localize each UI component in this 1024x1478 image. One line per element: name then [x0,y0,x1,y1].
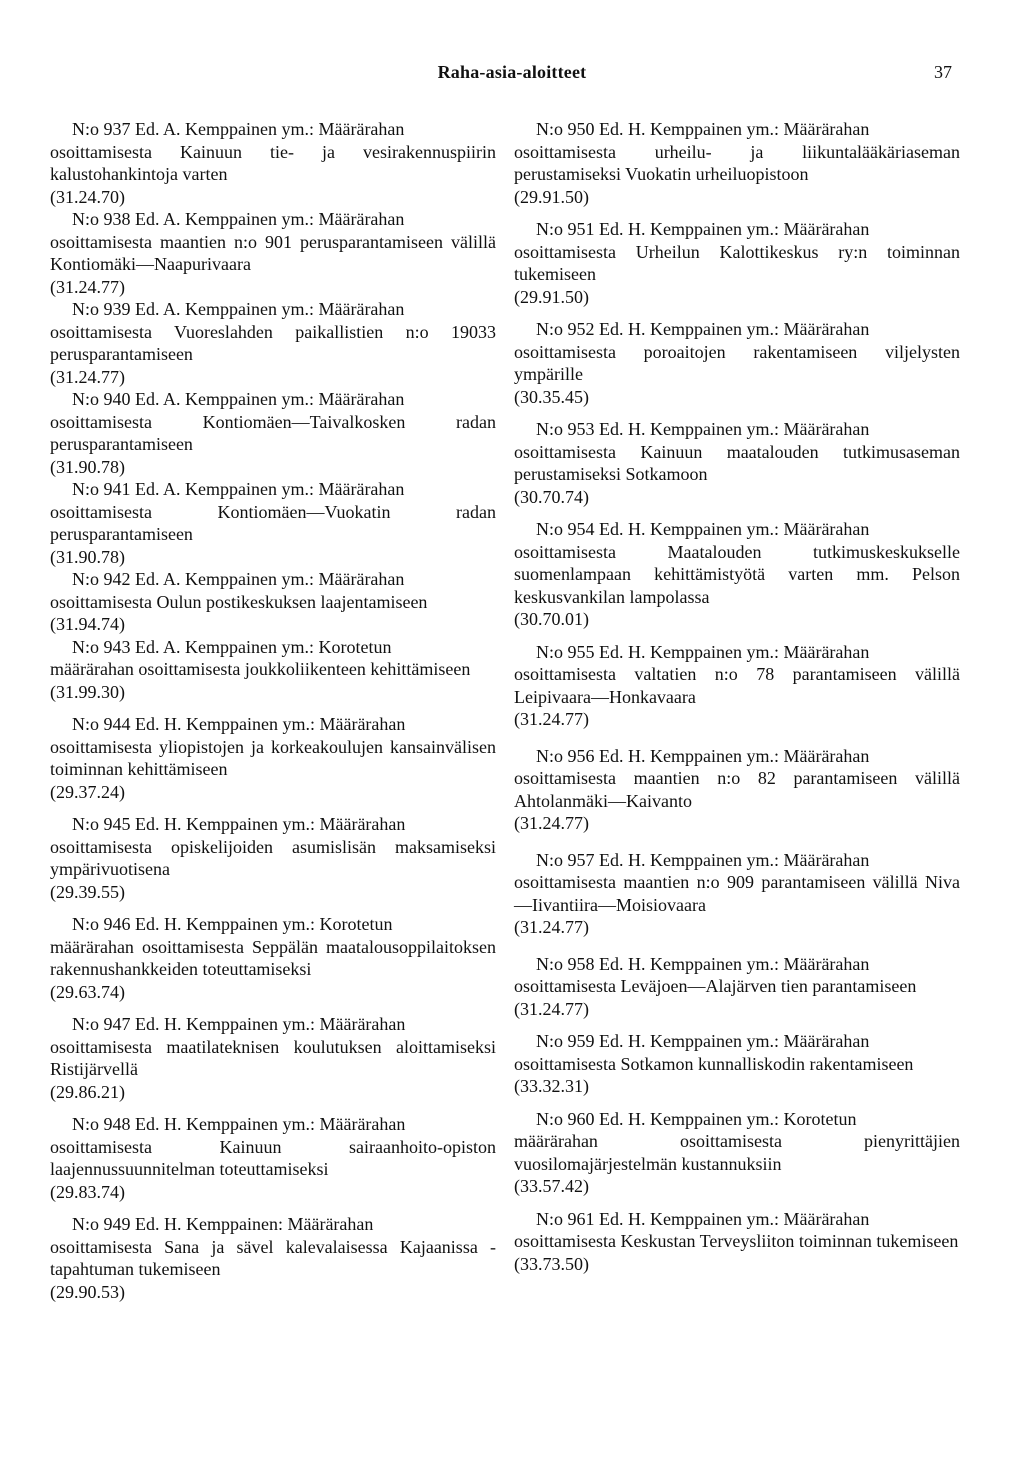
motion-entry [50,813,496,903]
motion-heading: N:o 939 Ed. A. Kemppainen ym.: Määrärahan [72,299,405,319]
budget-code: (30.70.01) [514,609,589,629]
budget-code: (29.83.74) [50,1181,125,1202]
motion-heading: N:o 960 Ed. H. Kemppainen ym.: Korotetun [536,1108,857,1129]
budget-code: (31.24.77) [50,366,125,387]
budget-code: (29.37.24) [50,781,125,802]
budget-code: (33.32.31) [514,1076,589,1096]
motion-heading: N:o 961 Ed. H. Kemppainen ym.: Määrärahan [536,1208,870,1229]
motion-entry [514,641,960,731]
motion-text: osoittamisesta Maatalouden tutkimuskeskukselle suomenlampaan kehittämistyötä varten mm. Pelson keskusvankilan lampolassa [514,541,960,607]
budget-code: (30.35.45) [514,386,589,407]
motion-text: määrärahan osoittamisesta Seppälän maatalousoppilaitoksen rakennushankkeiden toteuttamiseksi [50,936,496,979]
motion-entry [514,318,960,408]
motion-text: määrärahan osoittamisesta joukkoliikenteen kehittämiseen [50,659,471,679]
motion-text: osoittamisesta maantien n:o 901 perusparantamiseen välillä Kontiomäki—Naapurivaara [50,231,496,274]
motion-text: määrärahan osoittamisesta pienyrittäjien vuosilomajärjestelmän kustannuksiin [514,1131,960,1174]
motion-entry [50,1113,496,1203]
budget-code: (31.24.77) [514,917,589,937]
motion-text: osoittamisesta poroaitojen rakentamiseen viljelysten ympärille [514,341,960,384]
motion-heading: N:o 958 Ed. H. Kemppainen ym.: Määrärahan [536,953,870,974]
motion-text: osoittamisesta maatilateknisen koulutuksen aloittamiseksi Ristijärvellä [50,1036,496,1079]
right-column [514,118,960,1285]
motion-entry [50,913,496,1003]
motion-text: osoittamisesta Vuoreslahden paikallistien n:o 19033 perusparantamiseen [50,321,496,364]
motion-heading: N:o 946 Ed. H. Kemppainen ym.: Korotetun [72,914,393,934]
motion-entry [514,1108,960,1198]
motion-text: osoittamisesta Kontiomäen—Vuokatin radan perusparantamiseen [50,501,496,544]
motion-heading: N:o 951 Ed. H. Kemppainen ym.: Määrärahan [536,219,870,239]
motion-text: osoittamisesta valtatien n:o 78 parantamiseen välillä Leipivaara—Honkavaara [514,664,960,707]
motion-heading: N:o 945 Ed. H. Kemppainen ym.: Määrärahan [72,814,406,834]
left-column [50,118,496,1303]
budget-code: (31.94.74) [50,614,125,634]
motion-entry [50,208,496,298]
motion-text: osoittamisesta urheilu- ja liikuntalääkäriaseman perustamiseksi Vuokatin urheiluopistoon [514,141,960,184]
motion-text: osoittamisesta maantien n:o 82 parantamiseen välillä Ahtolanmäki—Kaivanto [514,768,960,811]
motion-text: osoittamisesta Kainuun tie- ja vesirakennuspiirin kalustohankintoja varten [50,141,496,184]
motion-heading: N:o 949 Ed. H. Kemppainen: Määrärahan [72,1214,374,1234]
motion-entry [50,636,496,704]
budget-code: (31.90.78) [50,456,125,477]
motion-text: osoittamisesta Sana ja sävel kalevalaisessa Kajaanissa -tapahtuman tukemiseen [50,1236,496,1279]
motion-heading: N:o 944 Ed. H. Kemppainen ym.: Määrärahan [72,714,406,734]
budget-code: (29.91.50) [514,186,589,207]
motion-entry [514,1030,960,1098]
motion-text: osoittamisesta Kainuun maatalouden tutkimusaseman perustamiseksi Sotkamoon [514,441,960,484]
motion-entry [50,1213,496,1303]
motion-heading: N:o 956 Ed. H. Kemppainen ym.: Määrärahan [536,745,870,766]
motion-entry [50,388,496,478]
motion-entry [50,118,496,208]
page-title: Raha-asia-aloitteet [437,62,587,82]
motion-entry [514,1208,960,1276]
motion-text: osoittamisesta Urheilun Kalottikeskus ry:n toiminnan tukemiseen [514,241,960,284]
budget-code: (31.24.70) [50,186,125,207]
budget-code: (29.91.50) [514,286,589,307]
motion-text: osoittamisesta opiskelijoiden asumislisän maksamiseksi ympärivuotisena [50,836,496,879]
motion-heading: N:o 959 Ed. H. Kemppainen ym.: Määrärahan [536,1031,870,1051]
budget-code: (31.90.78) [50,546,125,567]
motion-entry [50,1013,496,1103]
motion-heading: N:o 953 Ed. H. Kemppainen ym.: Määrärahan [536,419,870,439]
motion-heading: N:o 937 Ed. A. Kemppainen ym.: Määrärahan [72,119,405,139]
motion-entry [514,849,960,939]
motion-heading: N:o 938 Ed. A. Kemppainen ym.: Määrärahan [72,209,405,229]
budget-code: (31.24.77) [514,813,589,833]
motion-heading: N:o 942 Ed. A. Kemppainen ym.: Määrärahan [72,569,405,589]
budget-code: (29.86.21) [50,1081,125,1102]
motion-heading: N:o 943 Ed. A. Kemppainen ym.: Korotetun [72,636,392,657]
motion-heading: N:o 952 Ed. H. Kemppainen ym.: Määrärahan [536,319,870,339]
motion-entry [50,478,496,568]
motion-heading: N:o 957 Ed. H. Kemppainen ym.: Määrärahan [536,849,870,870]
motion-text: osoittamisesta Sotkamon kunnalliskodin rakentamiseen [514,1053,914,1074]
page-number: 37 [934,62,952,82]
motion-entry [514,218,960,308]
budget-code: (31.24.77) [50,276,125,297]
motion-text: osoittamisesta maantien n:o 909 parantamiseen välillä Niva—Iivantiira—Moisiovaara [514,872,960,915]
motion-heading: N:o 940 Ed. A. Kemppainen ym.: Määrärahan [72,389,405,409]
budget-code: (31.24.77) [514,998,589,1019]
budget-code: (33.57.42) [514,1176,589,1196]
budget-code: (33.73.50) [514,1253,589,1274]
budget-code: (29.63.74) [50,981,125,1002]
motion-entry [514,953,960,1021]
motion-text: osoittamisesta yliopistojen ja korkeakoulujen kansainvälisen toiminnan kehittämiseen [50,736,496,779]
motion-heading: N:o 941 Ed. A. Kemppainen ym.: Määrärahan [72,479,405,499]
budget-code: (31.99.30) [50,681,125,702]
motion-entry [514,518,960,631]
motion-text: osoittamisesta Keskustan Terveysliiton toiminnan tukemiseen [514,1231,959,1251]
motion-entry [50,713,496,803]
budget-code: (31.24.77) [514,709,589,729]
budget-code: (29.39.55) [50,881,125,902]
motion-heading: N:o 947 Ed. H. Kemppainen ym.: Määrärahan [72,1014,406,1034]
motion-entry [514,745,960,835]
budget-code: (30.70.74) [514,486,589,507]
motion-text: osoittamisesta Kontiomäen—Taivalkosken radan perusparantamiseen [50,411,496,454]
motion-entry [514,418,960,508]
budget-code: (29.90.53) [50,1281,125,1302]
motion-entry [514,118,960,208]
motion-heading: N:o 950 Ed. H. Kemppainen ym.: Määrärahan [536,119,870,139]
motion-heading: N:o 955 Ed. H. Kemppainen ym.: Määrärahan [536,641,870,662]
motion-heading: N:o 948 Ed. H. Kemppainen ym.: Määrärahan [72,1114,406,1134]
motion-text: osoittamisesta Oulun postikeskuksen laajentamiseen [50,591,428,612]
motion-text: osoittamisesta Kainuun sairaanhoito-opiston laajennussuunnitelman toteuttamiseksi [50,1136,496,1179]
motion-text: osoittamisesta Leväjoen—Alajärven tien parantamiseen [514,976,917,996]
motion-heading: N:o 954 Ed. H. Kemppainen ym.: Määrärahan [536,519,870,539]
motion-entry [50,568,496,636]
motion-entry [50,298,496,388]
